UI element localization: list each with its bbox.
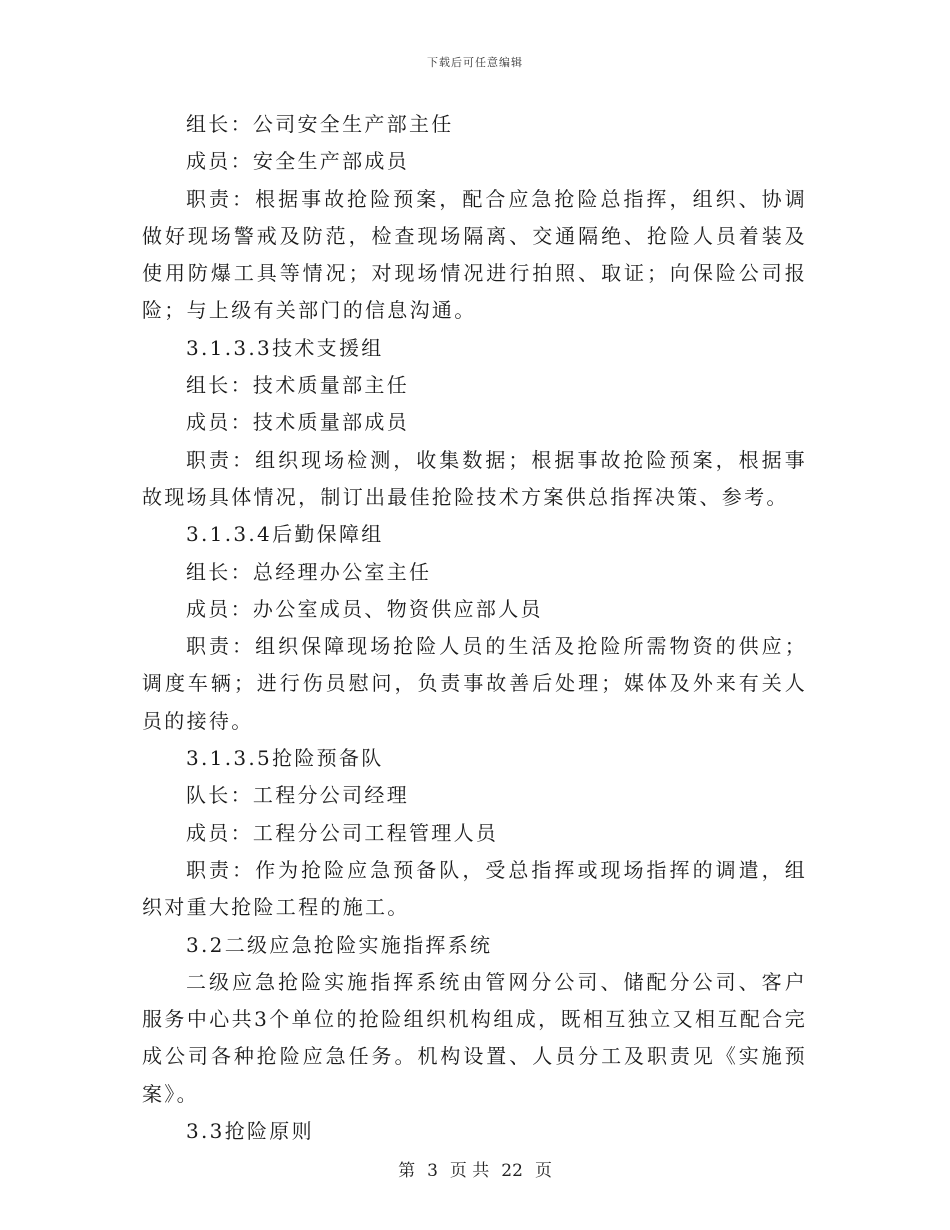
section-heading: 3.3抢险原则	[186, 1119, 314, 1144]
page-footer	[0, 1156, 950, 1181]
footer-suffix: 页	[534, 1161, 552, 1181]
footer-prefix: 第	[398, 1161, 416, 1181]
paragraph: 组长：技术质量部主任	[186, 373, 409, 398]
paragraph: 成员：工程分公司工程管理人员	[186, 820, 499, 845]
paragraph: 组长：总经理办公室主任	[186, 559, 432, 584]
section-heading: 3.1.3.3技术支援组	[186, 335, 384, 360]
paragraph: 队长：工程分公司经理	[186, 783, 409, 808]
section-heading: 3.2二级应急抢险实施指挥系统	[186, 932, 493, 957]
section-heading: 3.1.3.5抢险预备队	[186, 746, 384, 771]
paragraph: 职责：组织保障现场抢险人员的生活及抢险所需物资的供应；调度车辆；进行伤员慰问，负责事故善后处理；媒体及外来有关人员的接待。	[142, 634, 807, 733]
paragraph: 二级应急抢险实施指挥系统由管网分公司、储配分公司、客户服务中心共3个单位的抢险组织机构组成，既相互独立又相互配合完成公司各种抢险应急任务。机构设置、人员分工及职责见《实施预案》。	[142, 969, 807, 1106]
footer-middle: 页 共	[449, 1161, 490, 1181]
paragraph: 职责：组织现场检测，收集数据；根据事故抢险预案，根据事故现场具体情况，制订出最佳抢险技术方案供总指挥决策、参考。	[142, 447, 807, 509]
paragraph: 组长：公司安全生产部主任	[186, 112, 454, 136]
paragraph: 成员：安全生产部成员	[186, 149, 409, 174]
paragraph: 职责：作为抢险应急预备队，受总指挥或现场指挥的调遣，组织对重大抢险工程的施工。	[142, 857, 807, 920]
page-header: 下载后可任意编辑	[427, 56, 523, 69]
paragraph: 成员：技术质量部成员	[186, 410, 409, 435]
paragraph: 职责：根据事故抢险预案，配合应急抢险总指挥，组织、协调做好现场警戒及防范，检查现场隔离、交通隔绝、抢险人员着装及使用防爆工具等情况；对现场情况进行拍照、取证；向保险公司报险；与上级有关部门的信息沟通。	[142, 186, 807, 323]
paragraph: 成员：办公室成员、物资供应部人员	[186, 596, 543, 621]
document-body	[142, 106, 807, 1150]
section-heading: 3.1.3.4后勤保障组	[186, 522, 384, 547]
page-number: 3	[427, 1161, 438, 1181]
total-pages: 22	[501, 1161, 523, 1181]
